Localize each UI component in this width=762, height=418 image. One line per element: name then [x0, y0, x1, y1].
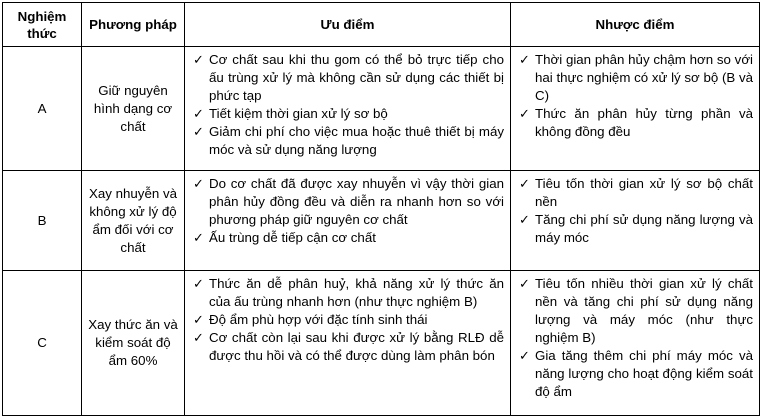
check-icon: ✓ [193, 106, 204, 121]
check-icon: ✓ [193, 230, 204, 245]
item-text: Thức ăn phân hủy từng phần và không đồng đều [535, 106, 753, 139]
pros-cell [185, 47, 511, 171]
item-text: Gia tăng thêm chi phí máy móc và năng lượng cho hoạt động kiểm soát độ ẩm [535, 348, 753, 399]
check-icon: ✓ [519, 276, 530, 291]
con-item [517, 275, 753, 347]
treatment-id: A [3, 47, 82, 171]
cons-cell [511, 271, 760, 416]
header-nghiem-thuc: Nghiệm thức [3, 3, 82, 47]
item-text: Thời gian phân hủy chậm hơn so với hai thực nghiệm có xử lý sơ bộ (B và C) [535, 52, 753, 103]
item-text: Tiêu tốn nhiều thời gian xử lý chất nền và tăng chi phí sử dụng năng lượng và máy móc (như thực nghiệm B) [535, 276, 753, 345]
check-icon: ✓ [519, 212, 530, 227]
item-text: Tiêu tốn thời gian xử lý sơ bộ chất nền [535, 176, 753, 209]
treatment-id: B [3, 171, 82, 271]
comparison-table [2, 2, 760, 416]
header-nhuoc-diem: Nhược điểm [511, 3, 760, 47]
header-phuong-phap: Phương pháp [82, 3, 185, 47]
check-icon: ✓ [519, 52, 530, 67]
item-text: Thức ăn dễ phân huỷ, khả năng xử lý thức ăn của ấu trùng nhanh hơn (như thực nghiệm B) [209, 276, 504, 309]
check-icon: ✓ [193, 330, 204, 345]
con-item [517, 175, 753, 211]
check-icon: ✓ [193, 176, 204, 191]
method-cell: Xay thức ăn và kiểm soát độ ẩm 60% [82, 271, 185, 416]
con-item [517, 51, 753, 105]
pro-item [191, 175, 504, 229]
con-item [517, 347, 753, 401]
pro-item [191, 123, 504, 159]
item-text: Tăng chi phí sử dụng năng lượng và máy móc [535, 212, 753, 245]
pro-item [191, 275, 504, 311]
con-item [517, 211, 753, 247]
check-icon: ✓ [193, 312, 204, 327]
pro-item [191, 51, 504, 105]
treatment-id: C [3, 271, 82, 416]
item-text: Tiết kiệm thời gian xử lý sơ bộ [209, 106, 388, 121]
item-text: Cơ chất sau khi thu gom có thể bỏ trực tiếp cho ấu trùng xử lý mà không cần sử dụng các thiết bị phức tạp [209, 52, 504, 103]
table-row [3, 47, 760, 171]
pro-item [191, 329, 504, 365]
item-text: Độ ẩm phù hợp với đặc tính sinh thái [209, 312, 428, 327]
check-icon: ✓ [519, 176, 530, 191]
check-icon: ✓ [519, 348, 530, 363]
item-text: Do cơ chất đã được xay nhuyễn vì vậy thời gian phân hủy đồng đều và diễn ra nhanh hơn so với phương pháp giữ nguyên cơ chất [209, 176, 504, 227]
method-cell: Giữ nguyên hình dạng cơ chất [82, 47, 185, 171]
header-row [3, 3, 760, 47]
pro-item [191, 229, 504, 247]
check-icon: ✓ [193, 52, 204, 67]
pros-cell [185, 171, 511, 271]
cons-cell [511, 47, 760, 171]
item-text: Cơ chất còn lại sau khi được xử lý bằng RLĐ dễ được thu hồi và có thể được dùng làm phân bón [209, 330, 504, 363]
cons-cell [511, 171, 760, 271]
pro-item [191, 105, 504, 123]
item-text: Giảm chi phí cho việc mua hoặc thuê thiết bị máy móc và sử dụng năng lượng [209, 124, 504, 157]
check-icon: ✓ [519, 106, 530, 121]
check-icon: ✓ [193, 124, 204, 139]
item-text: Ấu trùng dễ tiếp cận cơ chất [209, 230, 376, 245]
method-cell: Xay nhuyễn và không xử lý độ ẩm đối với cơ chất [82, 171, 185, 271]
table-row [3, 271, 760, 416]
check-icon: ✓ [193, 276, 204, 291]
pro-item [191, 311, 504, 329]
con-item [517, 105, 753, 141]
table-row [3, 171, 760, 271]
header-uu-diem: Ưu điểm [185, 3, 511, 47]
pros-cell [185, 271, 511, 416]
